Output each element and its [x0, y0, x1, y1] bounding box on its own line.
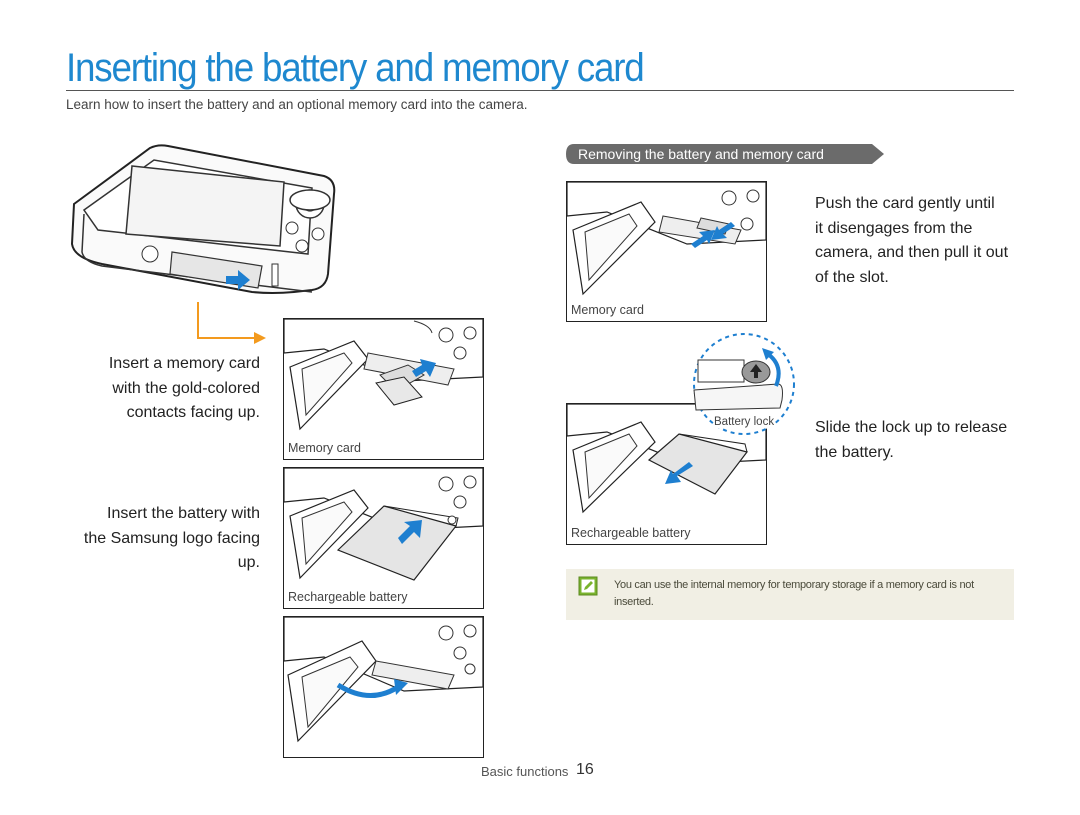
instruction-line: it disengages from the [815, 219, 973, 237]
panel-caption: Memory card [288, 441, 361, 455]
instruction-insert-card [70, 352, 260, 426]
instruction-line: with the gold-colored [112, 379, 260, 397]
page-title: Inserting the battery and memory card [66, 46, 644, 90]
panel-caption: Rechargeable battery [288, 590, 408, 604]
orange-arrow-icon [194, 300, 280, 344]
page-subtitle: Learn how to insert the battery and an optional memory card into the camera. [66, 97, 528, 112]
footer-section-label: Basic functions [481, 764, 569, 779]
instruction-line: the battery. [815, 443, 894, 461]
instruction-insert-battery [50, 502, 260, 576]
memory-card-insert-illustration [284, 319, 483, 439]
note-text: You can use the internal memory for temporary storage if a memory card is not inserted. [614, 579, 974, 608]
instruction-release-battery [815, 416, 1025, 465]
instruction-remove-card [815, 192, 1025, 290]
section-title: Removing the battery and memory card [578, 146, 824, 162]
panel-insert-battery [283, 467, 484, 609]
instruction-line: Slide the lock up to release [815, 419, 1008, 436]
battery-lock-label: Battery lock [714, 416, 775, 428]
instruction-line: Push the card gently until [815, 195, 995, 212]
instruction-line: Insert a memory card [108, 355, 260, 372]
note-pencil-icon [578, 576, 598, 596]
title-divider [66, 90, 1014, 91]
panel-close-cover [283, 616, 484, 758]
close-cover-illustration [284, 617, 483, 757]
note-box [566, 569, 1014, 620]
instruction-line: of the slot. [815, 268, 889, 286]
panel-caption: Rechargeable battery [571, 526, 691, 540]
panel-insert-memory-card [283, 318, 484, 460]
panel-remove-memory-card [566, 181, 767, 322]
camera-bottom-illustration [62, 142, 344, 302]
battery-insert-illustration [284, 468, 483, 588]
instruction-line: Insert the battery with [107, 505, 260, 522]
instruction-line: up. [237, 554, 260, 571]
instruction-line: contacts facing up. [126, 404, 260, 421]
panel-caption: Memory card [571, 303, 644, 317]
instruction-line: the Samsung logo facing [83, 529, 260, 547]
section-heading [566, 144, 886, 164]
memory-card-remove-illustration [567, 182, 766, 302]
instruction-line: camera, and then pull it out [815, 244, 1009, 261]
page-number: 16 [576, 761, 594, 778]
